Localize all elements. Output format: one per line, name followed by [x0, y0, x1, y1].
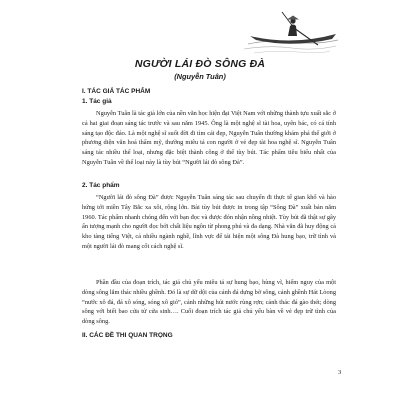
subsection-heading-tac-pham: 2. Tác phẩm	[82, 182, 120, 189]
paragraph-tac-gia: Nguyễn Tuân là tác giả lớn của nền văn học hiện đại Việt Nam với những thành tựu xuất sắc ở cả hai giai đoạn sáng tác trước và sau năm 1945. Ông là một nghệ sĩ tài hoa, uyên bác, có cá tính sáng tạo độc đáo. Là một nghệ sĩ suốt đời đi tìm cái đẹp, Nguyễn Tuân thường khám phá thế giới ở phương diện văn hoá thẩm mỹ, thường miêu tả con người ở vẻ đẹp tài hoa nghệ sĩ. Nguyễn Tuân sáng tác nhiều thể loại, nhưng đặc biệt thành công ở thể tùy bút. Tác phẩm tiêu biểu nhất của Nguyễn Tuân về thể loại này là tùy bút “Người lái đò sông Đà”.	[82, 110, 336, 166]
boatman-on-river-illustration	[242, 6, 340, 56]
page-number: 3	[338, 369, 342, 376]
subsection-heading-tac-gia: 1. Tác giả	[82, 98, 112, 105]
page-title: NGƯỜI LÁI ĐÒ SÔNG ĐÀ	[134, 58, 266, 70]
section-heading-cac-de-thi: II. CÁC ĐỀ THI QUAN TRỌNG	[82, 332, 173, 339]
section-heading-tac-gia-tac-pham: I. TÁC GIẢ TÁC PHẨM	[82, 88, 151, 95]
author-name: (Nguyễn Tuân)	[174, 72, 226, 81]
paragraph-tac-pham: “Người lái đò sông Đà” được Nguyễn Tuân sáng tác sau chuyến đi thực tế gian khổ và hào hứng tới miền Tây Bắc xa xôi, rộng lớn. Bài tùy bút được in trong tập “Sông Đà” xuất bản năm 1960. Tác phẩm nhanh chóng đến với bạn đọc và được đón nhận nồng nhiệt. Tùy bút đã thật sự gây ấn tượng mạnh cho người đọc bởi chất liệu ngôn từ phong phú và đa dạng. Nhà văn đã huy động cả kho tàng tiếng Việt, cả nhiều ngành nghề, lĩnh vực để tái hiện một sông Đà hung bạo, trữ tình và một người lái đò mang cốt cách nghệ sĩ.	[82, 194, 336, 250]
paragraph-tac-pham-continued: Phần đầu của đoạn trích, tác giả chủ yếu miêu tả sự hung bạo, hùng vĩ, hiểm nguy của một dòng sông lắm thác nhiều ghềnh. Đó là sự dữ dội của cảnh đá dựng bờ sông, cảnh ghềnh Hát Lòong “nước xô đá, đá xô sóng, sóng xô gió”, cảnh những hút nước rùng rợn; cảnh thác đá gào thét; dòng sông với biết bao cửa tử cửa sinh…. Cuối đoạn trích tác giả chủ yếu bàn về vẻ đẹp trữ tình của dòng sông.	[82, 279, 336, 326]
